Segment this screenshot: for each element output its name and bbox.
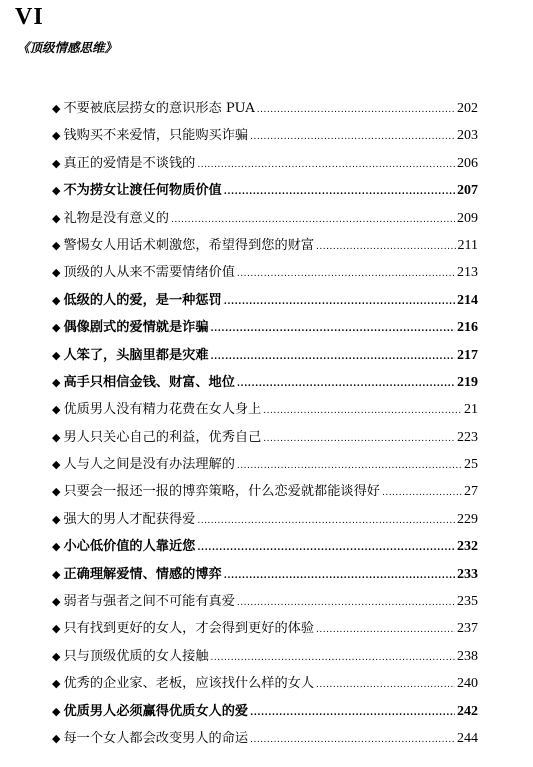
toc-entry-title: 礼物是没有意义的	[63, 210, 169, 226]
toc-entry-page: 232	[457, 539, 478, 555]
toc-entry	[52, 124, 478, 151]
page-header	[15, 4, 117, 56]
book-title: 《顶级情感思维》	[17, 40, 118, 55]
diamond-bullet-icon: ◆	[52, 485, 61, 499]
toc-entry	[52, 453, 478, 480]
toc-entry	[52, 590, 478, 617]
toc-entry	[52, 398, 478, 425]
toc-entry-page: 219	[457, 374, 478, 390]
diamond-bullet-icon: ◆	[52, 211, 61, 225]
toc-entry	[52, 645, 478, 672]
toc-entry-page: 223	[457, 429, 478, 445]
toc-entry-page: 213	[457, 265, 478, 281]
diamond-bullet-icon: ◆	[52, 156, 61, 170]
toc-entry-page: 207	[457, 183, 478, 199]
toc-entry-page: 214	[457, 292, 478, 308]
dot-leader	[250, 132, 455, 142]
dot-leader	[197, 543, 455, 553]
toc-entry	[52, 700, 478, 727]
toc-entry-title: 警惕女人用话术刺激您，希望得到您的财富	[63, 237, 315, 253]
diamond-bullet-icon: ◆	[52, 403, 61, 417]
toc-entry-title: 不要被底层捞女的意识形态 PUA	[63, 101, 255, 116]
toc-entry-title: 顶级的人从来不需要情绪价值	[63, 265, 235, 281]
toc-entry	[52, 234, 478, 261]
toc-entry	[52, 480, 478, 507]
toc-entry-page: 211	[457, 237, 478, 253]
toc-entry	[52, 97, 478, 124]
toc-entry-title: 每一个女人都会改变男人的命运	[63, 730, 249, 746]
diamond-bullet-icon: ◆	[52, 238, 61, 252]
toc-entry-title: 弱者与强者之间不可能有真爱	[63, 594, 235, 610]
toc-entry-page: 216	[457, 320, 478, 336]
toc-entry	[52, 207, 478, 234]
toc-entry-page: 242	[457, 703, 478, 719]
dot-leader	[316, 625, 455, 635]
dot-leader	[237, 269, 455, 279]
dot-leader	[316, 680, 455, 690]
toc-entry-title: 优秀的企业家、老板，应该找什么样的女人	[63, 676, 315, 692]
table-of-contents	[52, 97, 478, 754]
dot-leader	[382, 488, 462, 498]
toc-entry	[52, 152, 478, 179]
toc-entry-page: 206	[457, 155, 478, 171]
toc-entry-title: 真正的爱情是不谈钱的	[63, 155, 196, 171]
dot-leader	[250, 735, 455, 745]
dot-leader	[224, 187, 455, 197]
diamond-bullet-icon: ◆	[52, 375, 61, 389]
toc-entry	[52, 617, 478, 644]
diamond-bullet-icon: ◆	[52, 649, 61, 663]
dot-leader	[211, 653, 455, 663]
toc-entry-page: 238	[457, 648, 478, 664]
toc-entry-title: 偶像剧式的爱情就是诈骗	[63, 320, 209, 336]
diamond-bullet-icon: ◆	[52, 595, 61, 609]
dot-leader	[316, 242, 455, 252]
volume-number: VI	[15, 4, 44, 30]
toc-entry-title: 不为捞女让渡任何物质价值	[63, 183, 222, 199]
toc-entry-page: 25	[464, 457, 478, 473]
toc-entry-title: 钱购买不来爱情，只能购买诈骗	[63, 128, 249, 144]
toc-entry-page: 229	[457, 511, 478, 527]
toc-entry-title: 强大的男人才配获得爱	[63, 511, 196, 527]
toc-entry-title: 小心低价值的人靠近您	[63, 539, 196, 555]
dot-leader	[263, 434, 455, 444]
toc-entry-page: 21	[464, 402, 478, 418]
dot-leader	[237, 379, 455, 389]
diamond-bullet-icon: ◆	[52, 540, 61, 554]
diamond-bullet-icon: ◆	[52, 731, 61, 745]
toc-entry-title: 只要会一报还一报的博弈策略，什么恋爱就都能谈得好	[63, 484, 380, 500]
diamond-bullet-icon: ◆	[52, 293, 61, 307]
dot-leader	[237, 598, 455, 608]
diamond-bullet-icon: ◆	[52, 677, 61, 691]
toc-entry	[52, 672, 478, 699]
diamond-bullet-icon: ◆	[52, 430, 61, 444]
toc-entry-title: 男人只关心自己的利益，优秀自己	[63, 429, 262, 445]
toc-entry	[52, 535, 478, 562]
diamond-bullet-icon: ◆	[52, 567, 61, 581]
diamond-bullet-icon: ◆	[52, 704, 61, 718]
toc-entry	[52, 426, 478, 453]
toc-entry-title: 高手只相信金钱、财富、地位	[63, 374, 235, 390]
dot-leader	[237, 461, 462, 471]
diamond-bullet-icon: ◆	[52, 512, 61, 526]
toc-entry-title: 人笨了，头脑里都是灾难	[63, 347, 209, 363]
toc-entry-page: 233	[457, 566, 478, 582]
toc-entry-title: 低级的人的爱，是一种惩罚	[63, 292, 222, 308]
toc-entry-page: 237	[457, 621, 478, 637]
toc-entry-page: 217	[457, 347, 478, 363]
dot-leader	[257, 105, 455, 115]
toc-entry	[52, 316, 478, 343]
diamond-bullet-icon: ◆	[52, 102, 61, 115]
dot-leader	[171, 215, 455, 225]
toc-entry	[52, 261, 478, 288]
toc-entry-title: 只有找到更好的女人，才会得到更好的体验	[63, 621, 315, 637]
diamond-bullet-icon: ◆	[52, 348, 61, 362]
toc-entry-page: 202	[457, 101, 478, 116]
toc-entry	[52, 179, 478, 206]
toc-entry	[52, 727, 478, 754]
diamond-bullet-icon: ◆	[52, 129, 61, 143]
toc-entry-page: 209	[457, 210, 478, 226]
dot-leader	[224, 571, 455, 581]
dot-leader	[197, 516, 455, 526]
toc-entry-title: 优质男人必须赢得优质女人的爱	[63, 703, 249, 719]
toc-entry-page: 240	[457, 676, 478, 692]
toc-entry-title: 正确理解爱情、情感的博弈	[63, 566, 222, 582]
toc-entry	[52, 508, 478, 535]
dot-leader	[211, 352, 455, 362]
toc-entry	[52, 371, 478, 398]
toc-entry	[52, 344, 478, 371]
dot-leader	[250, 708, 455, 718]
diamond-bullet-icon: ◆	[52, 184, 61, 198]
dot-leader	[211, 324, 455, 334]
diamond-bullet-icon: ◆	[52, 622, 61, 636]
dot-leader	[263, 406, 462, 416]
dot-leader	[197, 160, 455, 170]
toc-entry-title: 只与顶级优质的女人接触	[63, 648, 209, 664]
toc-entry-title: 优质男人没有精力花费在女人身上	[63, 402, 262, 418]
toc-entry-page: 27	[464, 484, 478, 500]
diamond-bullet-icon: ◆	[52, 266, 61, 280]
toc-entry-page: 203	[457, 128, 478, 144]
diamond-bullet-icon: ◆	[52, 458, 61, 472]
dot-leader	[224, 297, 455, 307]
toc-entry-title: 人与人之间是没有办法理解的	[63, 457, 235, 473]
toc-entry	[52, 289, 478, 316]
toc-entry	[52, 563, 478, 590]
toc-entry-page: 235	[457, 594, 478, 610]
toc-entry-page: 244	[457, 730, 478, 746]
diamond-bullet-icon: ◆	[52, 321, 61, 335]
